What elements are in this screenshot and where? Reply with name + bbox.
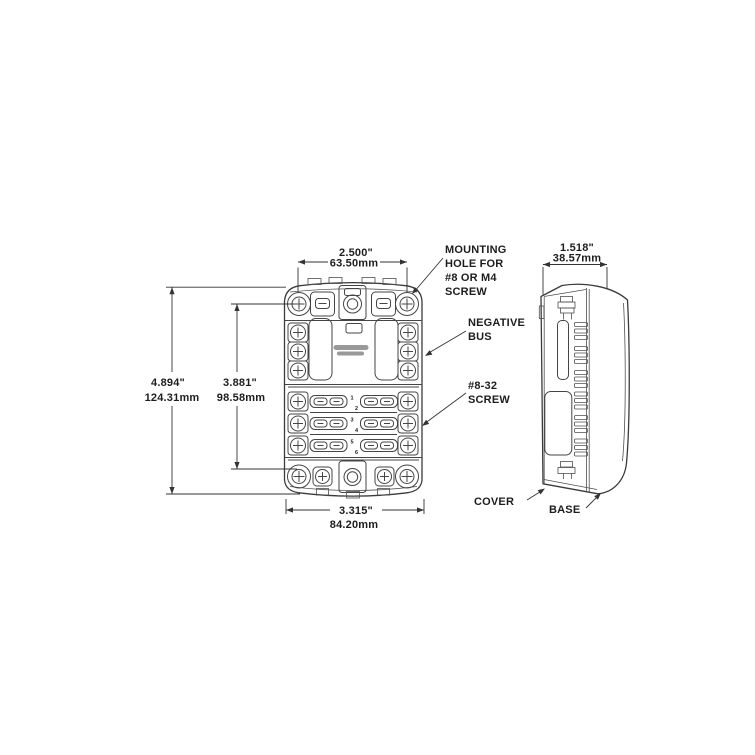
circuit-screw — [398, 392, 418, 411]
mounting-hole-label-line: #8 OR M4 — [445, 272, 497, 284]
mounting-hole-label-line: HOLE FOR — [445, 258, 504, 270]
base-label: BASE — [549, 504, 581, 516]
circuit-screw — [288, 436, 308, 455]
bottom-terminal-tower — [339, 461, 366, 493]
bus-cover-right — [375, 319, 398, 381]
mounting-hole-label-line: SCREW — [445, 286, 487, 298]
dim-top-width-in: 2.500" — [339, 247, 373, 259]
circuit-screw — [398, 436, 418, 455]
fuse-slot — [361, 396, 398, 408]
mounting-hole-top-right — [396, 293, 419, 316]
dim-hole-spacing-mm: 98.58mm — [216, 392, 266, 404]
bus-screw — [288, 361, 308, 380]
bus-screw — [288, 342, 308, 361]
dim-top-width-mm: 63.50mm — [329, 257, 379, 270]
negative-bus-label-line: NEGATIVE — [468, 317, 526, 329]
screw-label-line: SCREW — [468, 394, 510, 406]
screw-label — [468, 380, 510, 406]
top-slot-left — [311, 292, 335, 316]
front-view — [285, 278, 423, 499]
top-slot-right — [372, 292, 396, 316]
side-bus-cover-edge — [558, 321, 569, 380]
circuit-screw — [398, 414, 418, 433]
front-body-outline — [285, 283, 423, 497]
mounting-hole-bottom-right — [396, 465, 419, 488]
led-window — [346, 324, 362, 334]
brand-logo-graphic — [334, 345, 369, 356]
side-body-outline — [541, 284, 629, 493]
bus-screw — [398, 361, 418, 380]
circuit-screw — [288, 392, 308, 411]
fuse-slot — [361, 418, 398, 430]
dim-overall-height-mm: 124.31mm — [144, 392, 200, 404]
side-view — [539, 284, 629, 493]
fuse-slot — [310, 440, 347, 452]
circuit-number: 4 — [354, 428, 359, 434]
side-bottom-screw-boss — [558, 462, 575, 480]
side-top-screw-boss — [558, 297, 575, 320]
side-terminal-ridges — [575, 439, 588, 456]
screw-label-line: #8-32 — [468, 380, 498, 392]
negative-bus-label — [468, 317, 525, 343]
bus-cover-left — [309, 319, 332, 381]
bus-screw — [398, 323, 418, 342]
side-terminal-ridges — [575, 347, 588, 364]
mounting-hole-label-line: MOUNTING — [445, 244, 507, 256]
side-terminal-ridges — [575, 371, 588, 388]
side-inner-lines — [544, 288, 625, 493]
side-terminal-ridges — [575, 416, 588, 433]
circuit-number: 5 — [350, 439, 354, 446]
dim-hole-spacing-in: 3.881" — [223, 377, 257, 389]
circuit-numbers — [350, 396, 359, 457]
dim-depth-mm: 38.57mm — [552, 252, 602, 265]
mounting-hole-bottom-left — [288, 465, 311, 488]
bus-screw — [288, 323, 308, 342]
top-terminal-tower — [339, 286, 366, 320]
side-terminal-ridges — [575, 323, 588, 340]
circuit-number: 1 — [350, 395, 354, 402]
circuit-number: 2 — [354, 406, 359, 412]
dim-overall-width-in: 3.315" — [339, 505, 373, 517]
fuse-slot — [361, 440, 398, 452]
dim-depth-in: 1.518" — [560, 242, 594, 254]
negative-bus-label-line: BUS — [468, 331, 492, 343]
bus-screw — [398, 342, 418, 361]
circuit-number: 6 — [354, 450, 359, 456]
cover-label: COVER — [474, 496, 515, 508]
side-fuse-window-edge — [545, 392, 572, 456]
bottom-screw-right — [375, 467, 394, 486]
mounting-hole-label — [445, 244, 506, 298]
dim-overall-height-in: 4.894" — [151, 377, 185, 389]
circuit-screw — [288, 414, 308, 433]
top-edge-tabs — [308, 278, 396, 285]
fuse-slot — [310, 418, 347, 430]
bottom-screw-left — [313, 467, 332, 486]
fuse-slot — [310, 396, 347, 408]
side-terminal-ridges — [575, 392, 588, 409]
dim-overall-width-mm: 84.20mm — [329, 519, 379, 531]
circuit-number: 3 — [350, 417, 354, 424]
